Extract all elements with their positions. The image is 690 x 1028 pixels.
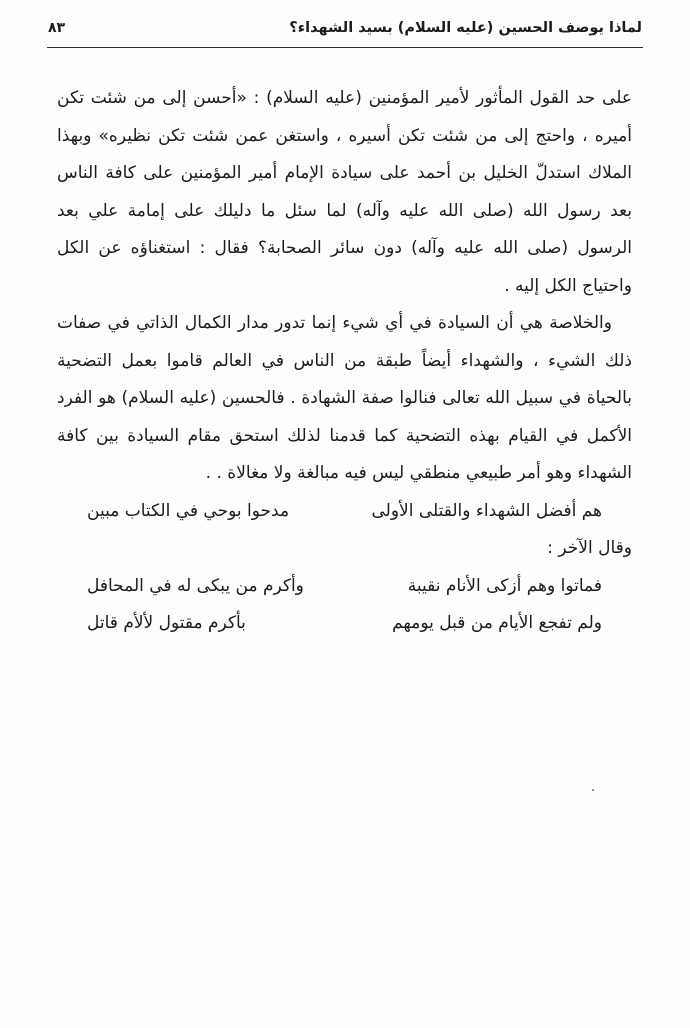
paragraph-quote-amir: على حد القول المأثور لأمير المؤمنين (عليه السلام) : «أحسن إلى من شئت تكن أميره ، واحتج إلى من شئت تكن أسيره ، واستغن عمن شئت تكن نظيره» وبهذا الملاك استدلّ الخليل بن أحمد على سيادة الإمام أمير المؤمنين على كافة الناس بعد رسول الله (صلى الله عليه وآله) لما سئل ما دليلك على إمامة علي بعد الرسول (صلى الله عليه وآله) دون سائر الصحابة؟ فقال : استغناؤه عن الكل واحتياج الكل إليه . <box>57 88 632 296</box>
page-number: ٨٣ <box>48 20 66 36</box>
second-poet-intro: وقال الآخر : <box>547 538 632 558</box>
verse-3-right-hemistich: ولم تفجع الأيام من قبل يومهم <box>392 613 602 633</box>
paragraph-summary: والخلاصة هي أن السيادة في أي شيء إنما تدور مدار الكمال الذاتي في صفات ذلك الشيء ، والشهداء أيضاً طبقة من الناس في العالم قاموا بعمل التضحية بالحياة في سبيل الله تعالى فنالوا صفة الشهادة . فالحسين (عليه السلام) هو الفرد الأكمل في القيام بهذه التضحية كما قدمنا لذلك استحق مقام السيادة بين كافة الشهداء وهو أمر طبيعي منطقي ليس فيه مبالغة ولا مغالاة . . <box>57 313 632 483</box>
verse-line-2 <box>57 568 632 606</box>
verse-line-1 <box>57 493 632 531</box>
verse-line-3 <box>57 605 632 643</box>
verse-3-left-hemistich: بأكرم مقتول لألأم قاتل <box>87 613 246 633</box>
verse-2-right-hemistich: فماتوا وهم أزكى الأنام نقيبة <box>407 575 602 596</box>
page-body <box>57 80 632 643</box>
verse-1-left-hemistich: مدحوا بوحي في الكتاب مبين <box>87 500 290 521</box>
header-divider <box>47 47 643 48</box>
page-title: لماذا يوصف الحسين (عليه السلام) بسيد الشهداء؟ <box>289 20 642 36</box>
page-header <box>48 20 642 36</box>
verse-2-left-hemistich: وأكرم من يبكى له في المحافل <box>87 575 304 596</box>
stray-print-mark: . <box>591 780 596 795</box>
verse-1-right-hemistich: هم أفضل الشهداء والقتلى الأولى <box>371 500 602 521</box>
